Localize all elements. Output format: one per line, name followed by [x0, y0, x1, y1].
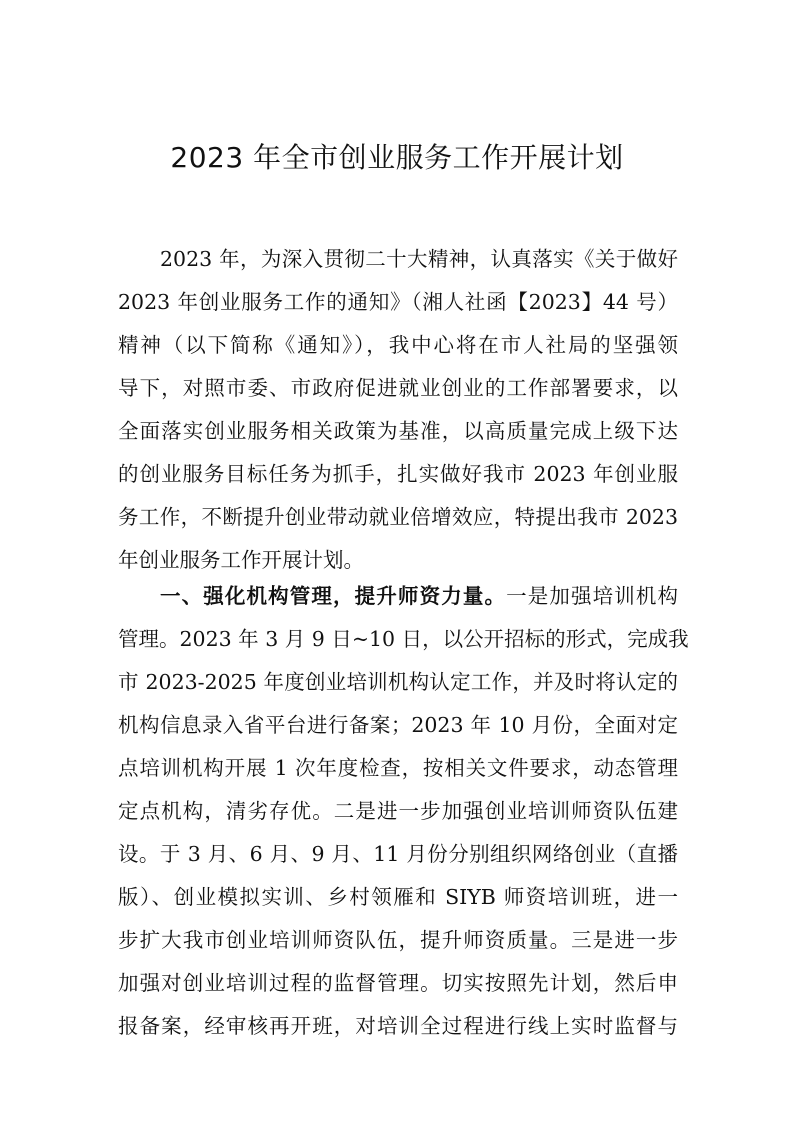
paragraph-line: 年创业服务工作开展计划。 — [118, 548, 364, 572]
paragraph-line: 设。于 3 月、6 月、9 月、11 月份分别组织网络创业（直播 — [118, 842, 678, 866]
paragraph-line: 2023 年创业服务工作的通知》（湘人社函【2023】44 号） — [118, 290, 678, 314]
paragraph-line: 全面落实创业服务相关政策为基准，以高质量完成上级下达 — [118, 419, 678, 443]
paragraph-line: 管理。2023 年 3 月 9 日~10 日，以公开招标的形式，完成我 — [118, 627, 689, 651]
paragraph-line: 务工作，不断提升创业带动就业倍增效应，特提出我市 2023 — [118, 505, 678, 529]
paragraph-line: 点培训机构开展 1 次年度检查，按相关文件要求，动态管理 — [118, 756, 678, 780]
paragraph-line: 加强对创业培训过程的监督管理。切实按照先计划，然后申 — [118, 971, 678, 995]
paragraph-line: 定点机构，清劣存优。二是进一步加强创业培训师资队伍建 — [118, 799, 678, 823]
paragraph-line: 机构信息录入省平台进行备案；2023 年 10 月份，全面对定 — [118, 713, 678, 737]
paragraph-line: 市 2023-2025 年度创业培训机构认定工作，并及时将认定的 — [118, 670, 678, 694]
section-text: 一是加强培训机构 — [506, 584, 679, 608]
paragraph-line: 版）、创业模拟实训、乡村领雁和 SIYB 师资培训班，进一 — [118, 885, 678, 909]
paragraph-first-line — [118, 581, 678, 611]
paragraph-line: 导下，对照市委、市政府促进就业创业的工作部署要求，以 — [118, 376, 678, 400]
paragraph-line: 精神（以下简称《通知》），我中心将在市人社局的坚强领 — [118, 333, 678, 357]
paragraph-line: 步扩大我市创业培训师资队伍，提升师资质量。三是进一步 — [118, 928, 678, 952]
section-heading: 一、强化机构管理，提升师资力量。 — [160, 584, 507, 608]
paragraph-line: 的创业服务目标任务为抓手，扎实做好我市 2023 年创业服 — [118, 462, 678, 486]
document-title: 2023 年全市创业服务工作开展计划 — [170, 141, 624, 174]
paragraph-line: 2023 年，为深入贯彻二十大精神，认真落实《关于做好 — [160, 247, 678, 271]
paragraph-line: 报备案，经审核再开班，对培训全过程进行线上实时监督与 — [118, 1014, 678, 1038]
